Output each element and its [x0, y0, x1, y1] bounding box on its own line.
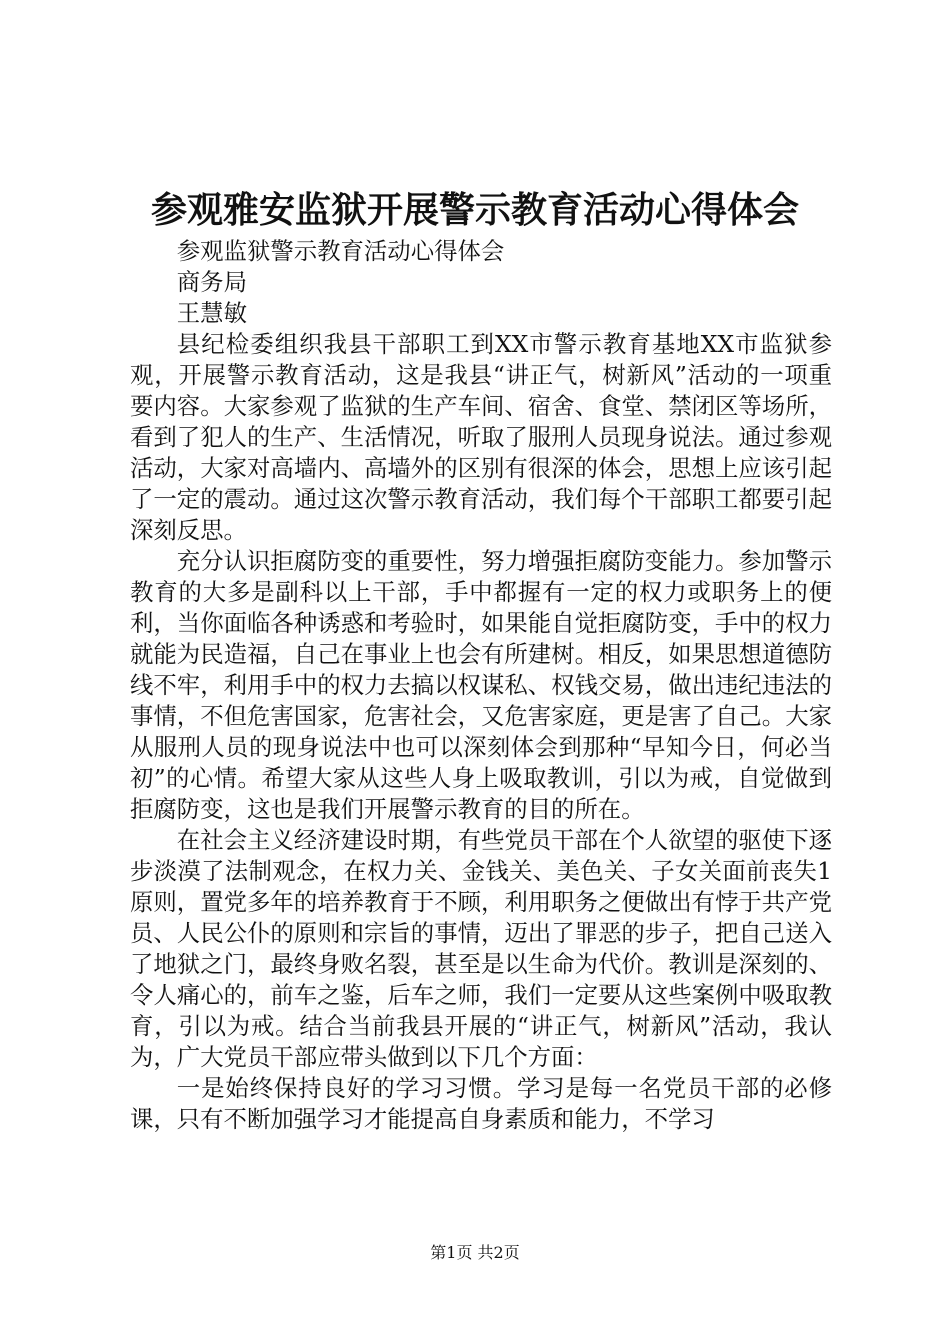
department-line: 商务局: [176, 268, 247, 296]
subtitle-line: 参观监狱警示教育活动心得体会: [176, 237, 505, 265]
body-paragraph: 充分认识拒腐防变的重要性，努力增强拒腐防变能力。参加警示教育的大多是副科以上干部，手中都握有一定的权力或职务上的便利，当你面临各种诱惑和考验时，如果能自觉拒腐防变，手中的权力就能为民造福，自己在事业上也会有所建树。相反，如果思想道德防线不牢，利用手中的权力去搞以权谋私、权钱交易，做出违纪违法的事情，不但危害国家，危害社会，又危害家庭，更是害了自己。大家从服刑人员的现身说法中也可以深刻体会到那种“早知今日，何必当初”的心情。希望大家从这些人身上吸取教训，引以为戒，自觉做到拒腐防变，这也是我们开展警示教育的目的所在。: [130, 547, 832, 823]
body-paragraph: 县纪检委组织我县干部职工到XX市警示教育基地XX市监狱参观，开展警示教育活动，这是我县“讲正气，树新风”活动的一项重要内容。大家参观了监狱的生产车间、宿舍、食堂、禁闭区等场所，看到了犯人的生产、生活情况，听取了服刑人员现身说法。通过参观活动，大家对高墙内、高墙外的区别有很深的体会，思想上应该引起了一定的震动。通过这次警示教育活动，我们每个干部职工都要引起深刻反思。: [130, 330, 832, 544]
body-paragraph: 一是始终保持良好的学习习惯。学习是每一名党员干部的必修课，只有不断加强学习才能提高自身素质和能力，不学习: [130, 1074, 832, 1133]
document-body: [130, 236, 832, 1135]
body-paragraph: 在社会主义经济建设时期，有些党员干部在个人欲望的驱使下逐步淡漠了法制观念，在权力关、金钱关、美色关、子女关面前丧失1原则，置党多年的培养教育于不顾，利用职务之便做出有悖于共产党员、人民公仆的原则和宗旨的事情，迈出了罪恶的步子，把自己送入了地狱之门，最终身败名裂，甚至是以生命为代价。教训是深刻的、令人痛心的，前车之鉴，后车之师，我们一定要从这些案例中吸取教育，引以为戒。结合当前我县开展的“讲正气，树新风”活动，我认为，广大党员干部应带头做到以下几个方面：: [130, 826, 832, 1071]
document-title: 参观雅安监狱开展警示教育活动心得体会: [150, 189, 799, 231]
page-number-footer: 第1页 共2页: [430, 1243, 520, 1262]
author-line: 王慧敏: [176, 299, 247, 327]
